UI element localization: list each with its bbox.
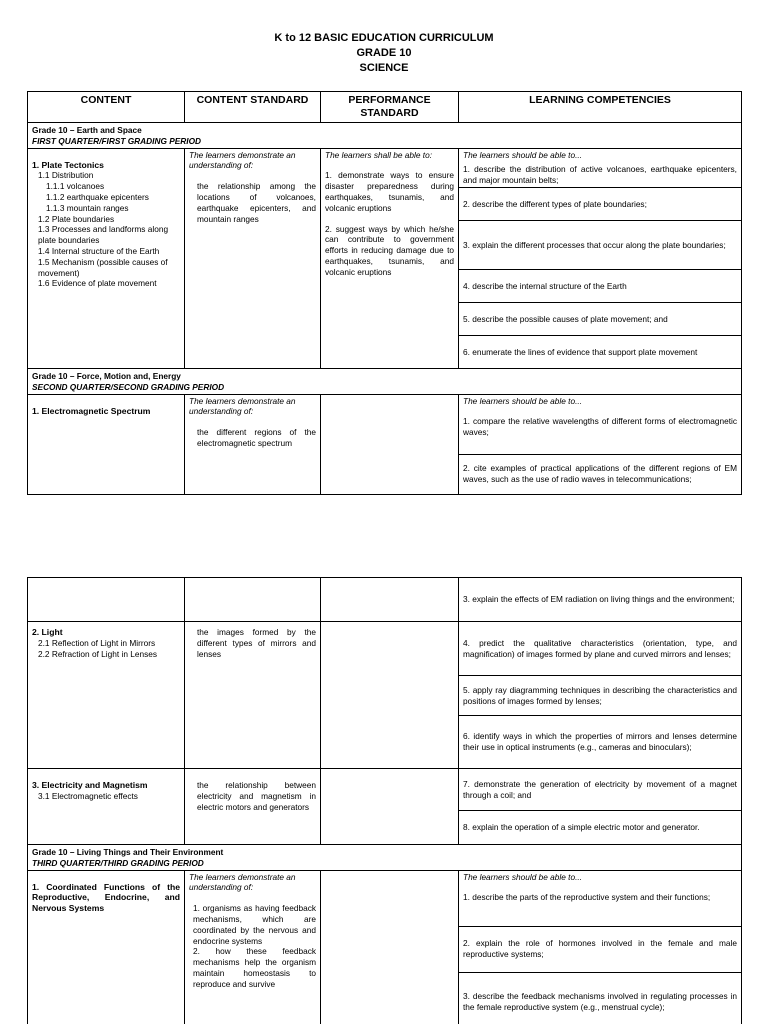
ps-item-1: 1. demonstrate ways to ensure disaster preparedness during earthquakes, tsunamis, and volcanic eruptions: [325, 170, 454, 213]
subtopic-item: 1.1 Distribution: [38, 170, 94, 181]
content-cell-em-spectrum: [28, 394, 185, 494]
cs-intro: The learners demonstrate an understanding of:: [189, 149, 296, 171]
lc-intro: The learners should be able to...: [463, 149, 582, 160]
cs-text: the relationship among the locations of volcanoes, earthquake epicenters, and mountain ranges: [197, 181, 316, 224]
topic-title: 2. Light: [32, 627, 63, 637]
lc-intro: The learners should be able to...: [463, 871, 582, 882]
lc-cell: [459, 148, 742, 187]
subtopic-item: 2.2 Refraction of Light in Lenses: [38, 648, 157, 659]
content-standard-cell-light: [185, 622, 321, 769]
subtopic-item: 1.2 Plate boundaries: [38, 213, 115, 224]
subtopic-item: 1.1.2 earthquake epicenters: [46, 191, 149, 202]
cs-text: the different regions of the electromagnetic spectrum: [197, 427, 316, 448]
cs-text: the images formed by the different types of mirrors and lenses: [197, 627, 316, 659]
content-standard-cell-empty: [185, 578, 321, 622]
lc-item-1: 1. compare the relative wavelengths of different forms of electromagnetic waves;: [463, 416, 737, 438]
header-subject: SCIENCE: [359, 62, 409, 74]
content-cell-empty: [28, 578, 185, 622]
lc-item-1: 1. describe the distribution of active volcanoes, earthquake epicenters, and major mountain belts;: [463, 164, 737, 186]
performance-standard-cell-q1: [321, 148, 459, 368]
content-standard-cell-q1: [185, 148, 321, 368]
performance-standard-cell-q2: [321, 394, 459, 494]
lc-item-3: 3. explain the different processes that occur along the plate boundaries;: [459, 220, 742, 269]
lc-item-3: 3. describe the feedback mechanisms involved in regulating processes in the female reproductive system (e.g., menstrual cycle);: [459, 972, 742, 1024]
section-heading-q2: [28, 368, 742, 394]
performance-standard-cell-q3: [321, 870, 459, 1024]
content-cell-light: [28, 622, 185, 769]
cs-text: the relationship between electricity and magnetism in electric motors and generators: [197, 780, 316, 812]
lc-item-6: 6. identify ways in which the properties of mirrors and lenses determine their use in optical instruments (e.g., cameras and binoculars);: [459, 716, 742, 769]
section-title: Grade 10 – Force, Motion and, Energy: [32, 370, 181, 381]
subtopic-item: 1.1.1 volcanoes: [46, 181, 105, 192]
lc-item-2: 2. cite examples of practical applications of the different regions of EM waves, such as the use of radio waves in telecommunications;: [459, 454, 742, 494]
cs-intro: The learners demonstrate an understanding of:: [189, 871, 296, 893]
subtopic-item: 1.5 Mechanism (possible causes of movement): [38, 256, 168, 278]
section-heading-q1: [28, 123, 742, 149]
content-cell-plate-tectonics: [28, 148, 185, 368]
cs-item-2: 2. how these feedback mechanisms help the organism maintain homeostasis to reproduce and survive: [193, 946, 316, 989]
lc-cell: [459, 870, 742, 926]
topic-title: 1. Electromagnetic Spectrum: [32, 405, 151, 416]
topic-title: 1. Plate Tectonics: [32, 159, 104, 170]
lc-item-5: 5. describe the possible causes of plate movement; and: [459, 302, 742, 335]
lc-item-8: 8. explain the operation of a simple electric motor and generator.: [459, 811, 742, 845]
subtopic-item: 3.1 Electromagnetic effects: [38, 790, 138, 801]
content-cell-coordinated-functions: [28, 870, 185, 1024]
section-period: FIRST QUARTER/FIRST GRADING PERIOD: [32, 135, 202, 146]
performance-standard-cell-electricity: [321, 769, 459, 845]
lc-item-7: 7. demonstrate the generation of electricity by movement of a magnet through a coil; and: [459, 769, 742, 811]
performance-standard-cell-empty: [321, 578, 459, 622]
section-heading-q3: [28, 845, 742, 871]
document-header: [0, 31, 768, 76]
section-title: Grade 10 – Earth and Space: [32, 125, 142, 135]
ps-intro: The learners shall be able to:: [325, 149, 433, 160]
section-period: SECOND QUARTER/SECOND GRADING PERIOD: [32, 381, 225, 392]
content-standard-cell-q2: [185, 394, 321, 494]
section-title: Grade 10 – Living Things and Their Environment: [32, 847, 224, 857]
lc-item-4: 4. predict the qualitative characteristics (orientation, type, and magnification) of images formed by plane and curved mirrors and lenses;: [459, 622, 742, 676]
header-title: K to 12 BASIC EDUCATION CURRICULUM: [274, 32, 494, 44]
performance-standard-cell-light: [321, 622, 459, 769]
header-grade: GRADE 10: [356, 47, 412, 59]
subtopic-item: 2.1 Reflection of Light in Mirrors: [38, 637, 156, 648]
content-cell-electricity: [28, 769, 185, 845]
col-header-performance-standard: PERFORMANCE STANDARD: [321, 92, 459, 123]
content-standard-cell-electricity: [185, 769, 321, 845]
lc-intro: The learners should be able to...: [463, 395, 582, 406]
cs-item-1: 1. organisms as having feedback mechanisms, which are coordinated by the nervous and endocrine systems: [193, 903, 316, 946]
topic-title: 1. Coordinated Functions of the Reproductive, Endocrine, and Nervous Systems: [32, 881, 180, 914]
curriculum-table-page2: [27, 577, 742, 1024]
lc-item-2: 2. describe the different types of plate boundaries;: [459, 187, 742, 220]
col-header-content: CONTENT: [28, 92, 185, 123]
section-period: THIRD QUARTER/THIRD GRADING PERIOD: [32, 857, 204, 868]
col-header-learning-competencies: LEARNING COMPETENCIES: [459, 92, 742, 123]
curriculum-table-page1: [27, 91, 742, 495]
lc-cell: [459, 394, 742, 454]
lc-item-4: 4. describe the internal structure of the Earth: [459, 269, 742, 302]
subtopic-item: 1.6 Evidence of plate movement: [38, 278, 157, 289]
lc-item-5: 5. apply ray diagramming techniques in describing the characteristics and positions of images formed by lenses;: [459, 676, 742, 716]
subtopic-item: 1.4 Internal structure of the Earth: [38, 245, 160, 256]
topic-title: 3. Electricity and Magnetism: [32, 780, 148, 790]
cs-intro: The learners demonstrate an understanding of:: [189, 395, 296, 417]
ps-item-2: 2. suggest ways by which he/she can contribute to government efforts in reducing damage due to earthquakes, tsunamis, and volcanic eruptions: [325, 223, 454, 277]
col-header-content-standard: CONTENT STANDARD: [185, 92, 321, 123]
subtopic-item: 1.3 Processes and landforms along plate boundaries: [38, 224, 169, 246]
lc-item-6: 6. enumerate the lines of evidence that support plate movement: [459, 335, 742, 368]
lc-item-1: 1. describe the parts of the reproductive system and their functions;: [463, 892, 711, 903]
subtopic-item: 1.1.3 mountain ranges: [46, 202, 129, 213]
lc-item-3: 3. explain the effects of EM radiation on living things and the environment;: [459, 578, 742, 622]
lc-item-2: 2. explain the role of hormones involved in the female and male reproductive systems;: [459, 926, 742, 972]
content-standard-cell-q3: [185, 870, 321, 1024]
